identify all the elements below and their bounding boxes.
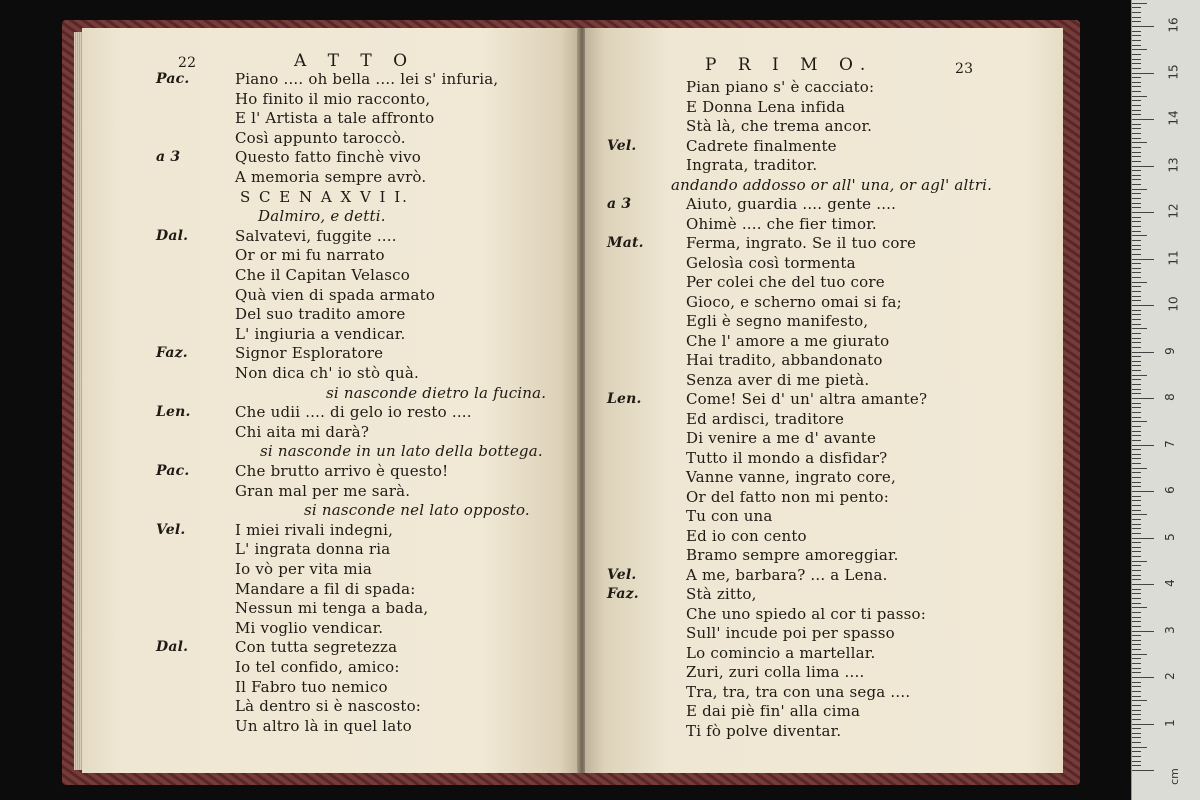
ruler-tick — [1132, 631, 1154, 632]
verse-line: Signor Esploratore — [235, 344, 384, 363]
ruler-tick — [1132, 649, 1141, 650]
ruler-tick — [1132, 751, 1141, 752]
verse-line: Ed ardisci, traditore — [686, 409, 845, 428]
verse-line: Che uno spiedo al cor ti passo: — [686, 604, 926, 623]
speaker-label: Dal. — [156, 639, 189, 656]
ruler-tick — [1132, 365, 1141, 366]
ruler-tick — [1132, 710, 1141, 711]
ruler-tick — [1132, 575, 1141, 576]
ruler-number: 11 — [1166, 249, 1181, 266]
verse-line: Egli è segno manifesto, — [686, 312, 869, 330]
ruler-tick — [1132, 231, 1141, 232]
ruler-tick — [1132, 86, 1141, 87]
verse-line: Così appunto taroccò. — [235, 128, 406, 147]
verse-line: Questo fatto finchè vivo — [235, 148, 422, 167]
speaker-label: Len. — [156, 404, 191, 421]
ruler-tick — [1132, 449, 1141, 450]
verse-line: Lo comincio a martellar. — [686, 643, 876, 662]
ruler-tick — [1132, 119, 1154, 120]
ruler-tick — [1132, 128, 1141, 129]
ruler-tick — [1132, 579, 1141, 580]
ruler-tick — [1132, 593, 1141, 594]
verse-line: Non dica ch' io stò quà. — [235, 364, 419, 382]
ruler-tick — [1132, 607, 1147, 608]
verse-line: Del suo tradito amore — [235, 305, 406, 324]
ruler-tick — [1132, 714, 1141, 715]
ruler-number: 14 — [1166, 110, 1181, 126]
ruler-tick — [1132, 96, 1147, 97]
verse-line: Cadrete finalmente — [686, 136, 837, 155]
ruler-tick — [1132, 259, 1154, 260]
ruler-tick — [1132, 40, 1141, 41]
ruler-number: 16 — [1166, 17, 1181, 33]
ruler-tick — [1132, 696, 1141, 697]
ruler-tick — [1132, 524, 1141, 525]
ruler-tick — [1132, 73, 1154, 74]
verse-line: Ti fò polve diventar. — [686, 721, 842, 740]
ruler-tick — [1132, 207, 1141, 208]
verse-line: Per colei che del tuo core — [686, 273, 885, 291]
verse-line: E dai piè fin' alla cima — [686, 702, 861, 720]
ruler-tick — [1132, 686, 1141, 687]
verse-line: Pian piano s' è cacciato: — [686, 78, 875, 96]
ruler-tick — [1132, 724, 1154, 725]
running-head: P R I M O. — [705, 55, 874, 75]
ruler-tick — [1132, 384, 1141, 385]
ruler-tick — [1132, 352, 1154, 353]
ruler-tick — [1132, 370, 1141, 371]
verse-line: Or or mi fu narrato — [235, 246, 385, 265]
verse-line: Con tutta segretezza — [235, 638, 398, 657]
verse-line: E l' Artista a tale affronto — [235, 109, 435, 128]
speaker-label: a 3 — [607, 196, 632, 212]
ruler-tick — [1132, 598, 1141, 599]
ruler-tick — [1132, 672, 1141, 673]
verse-line: Vanne vanne, ingrato core, — [686, 468, 896, 486]
ruler-tick — [1132, 296, 1141, 297]
ruler-tick — [1132, 403, 1141, 404]
verse-line: Stà là, che trema ancor. — [686, 117, 873, 135]
ruler-tick — [1132, 603, 1141, 604]
ruler-number: 15 — [1166, 63, 1181, 80]
ruler-tick — [1132, 300, 1141, 301]
verse-line: Hai tradito, abbandonato — [686, 351, 883, 369]
scene-heading: S C E N A X V I I. — [240, 187, 409, 206]
ruler-tick — [1132, 338, 1141, 339]
ruler-tick — [1132, 54, 1141, 55]
ruler-tick — [1132, 138, 1141, 139]
ruler-tick — [1132, 617, 1141, 618]
ruler-tick — [1132, 328, 1147, 329]
ruler-tick — [1132, 217, 1141, 218]
ruler-number: 7 — [1162, 439, 1177, 448]
page-number: 22 — [178, 55, 197, 71]
verse-line: Gran mal per me sarà. — [235, 481, 411, 500]
verse-line: Gioco, e scherno omai si fa; — [686, 292, 902, 311]
ruler-tick — [1132, 417, 1141, 418]
ruler-number: 12 — [1166, 203, 1181, 219]
ruler-tick — [1132, 7, 1141, 8]
speaker-label: Vel. — [607, 137, 637, 154]
ruler-tick — [1132, 110, 1141, 111]
ruler-tick — [1132, 184, 1141, 185]
page-edges — [74, 32, 82, 770]
stage-direction: si nasconde dietro la fucina. — [326, 383, 547, 402]
ruler-tick — [1132, 45, 1141, 46]
ruler-tick — [1132, 500, 1141, 501]
ruler-tick — [1132, 310, 1141, 311]
ruler-tick — [1132, 375, 1147, 376]
speaker-label: Mat. — [607, 235, 644, 251]
stage-direction: si nasconde nel lato opposto. — [304, 501, 530, 520]
ruler-tick — [1132, 35, 1141, 36]
ruler-tick — [1132, 770, 1154, 771]
ruler-tick — [1132, 277, 1141, 278]
ruler-tick — [1132, 305, 1154, 306]
verse-line: Ingrata, traditor. — [686, 156, 818, 174]
ruler-tick — [1132, 612, 1141, 613]
left-page — [82, 28, 580, 773]
verse-line: Un altro là in quel lato — [235, 716, 412, 735]
ruler-tick — [1132, 198, 1141, 199]
stage-direction: si nasconde in un lato della bottega. — [260, 442, 543, 461]
ruler-tick — [1132, 319, 1141, 320]
ruler-tick — [1132, 361, 1141, 362]
verse-line: Che l' amore a me giurato — [686, 331, 890, 350]
ruler-tick — [1132, 91, 1141, 92]
ruler-tick — [1132, 486, 1141, 487]
ruler-tick — [1132, 68, 1141, 69]
ruler-tick — [1132, 663, 1141, 664]
verse-line: Aiuto, guardia .... gente .... — [686, 195, 897, 213]
verse-line: Nessun mi tenga a bada, — [235, 599, 429, 618]
ruler-tick — [1132, 635, 1141, 636]
ruler-tick — [1132, 193, 1141, 194]
ruler-tick — [1132, 147, 1141, 148]
ruler-number: 2 — [1162, 672, 1177, 680]
ruler-tick — [1132, 547, 1141, 548]
ruler-tick — [1132, 161, 1141, 162]
ruler-tick — [1132, 314, 1141, 315]
ruler-tick — [1132, 654, 1147, 655]
ruler-tick — [1132, 761, 1141, 762]
ruler-tick — [1132, 621, 1141, 622]
verse-line: Io tel confido, amico: — [235, 658, 400, 676]
ruler-tick — [1132, 268, 1141, 269]
ruler-tick — [1132, 510, 1141, 511]
ruler-tick — [1132, 463, 1141, 464]
ruler-tick — [1132, 528, 1141, 529]
ruler-tick — [1132, 514, 1147, 515]
ruler-tick — [1132, 737, 1141, 738]
ruler-tick — [1132, 31, 1141, 32]
verse-line: A me, barbara? ... a Lena. — [686, 565, 888, 584]
verse-line: Tu con una — [686, 507, 773, 525]
ruler-tick — [1132, 431, 1141, 432]
ruler-tick — [1132, 100, 1141, 101]
measuring-ruler — [1131, 0, 1200, 800]
ruler-tick — [1132, 538, 1154, 539]
ruler-tick — [1132, 668, 1141, 669]
ruler-tick — [1132, 175, 1141, 176]
ruler-tick — [1132, 454, 1141, 455]
ruler-tick — [1132, 426, 1141, 427]
ruler-number: 5 — [1162, 532, 1177, 541]
ruler-tick — [1132, 445, 1154, 446]
verse-line: L' ingiuria a vendicar. — [235, 324, 406, 343]
ruler-tick — [1132, 496, 1141, 497]
ruler-tick — [1132, 170, 1141, 171]
speaker-label: a 3 — [156, 149, 181, 166]
ruler-tick — [1132, 468, 1147, 469]
verse-line: Or del fatto non mi pento: — [686, 487, 889, 506]
ruler-tick — [1132, 114, 1141, 115]
verse-line: Il Fabro tuo nemico — [235, 677, 388, 696]
ruler-tick — [1132, 584, 1154, 585]
speaker-label: Pac. — [156, 463, 190, 479]
verse-line: Salvatevi, fuggite .... — [235, 226, 397, 245]
ruler-tick — [1132, 626, 1141, 627]
verse-line: Piano .... oh bella .... lei s' infuria, — [235, 70, 499, 88]
ruler-tick — [1132, 286, 1141, 287]
ruler-tick — [1132, 203, 1141, 204]
verse-line: Gelosìa così tormenta — [686, 253, 856, 272]
ruler-tick — [1132, 519, 1141, 520]
ruler-tick — [1132, 407, 1141, 408]
ruler-tick — [1132, 589, 1141, 590]
verse-line: Ferma, ingrato. Se il tuo core — [686, 234, 917, 252]
ruler-tick — [1132, 179, 1141, 180]
ruler-tick — [1132, 63, 1141, 64]
ruler-tick — [1132, 26, 1154, 27]
ruler-tick — [1132, 156, 1141, 157]
ruler-tick — [1132, 17, 1141, 18]
ruler-tick — [1132, 347, 1141, 348]
page-number: 23 — [955, 61, 974, 77]
verse-line: E Donna Lena infida — [686, 97, 846, 116]
verse-line: Io vò per vita mia — [235, 560, 372, 578]
ruler-tick — [1132, 691, 1141, 692]
ruler-tick — [1132, 435, 1141, 436]
speaker-label: Pac. — [156, 71, 190, 87]
ruler-tick — [1132, 272, 1141, 273]
ruler-tick — [1132, 491, 1154, 492]
ruler-number: 4 — [1162, 579, 1177, 587]
ruler-tick — [1132, 505, 1141, 506]
ruler-tick — [1132, 561, 1147, 562]
ruler-tick — [1132, 77, 1141, 78]
ruler-tick — [1132, 421, 1147, 422]
ruler-tick — [1132, 166, 1154, 167]
ruler-number: 9 — [1162, 346, 1177, 355]
verse-line: Che brutto arrivo è questo! — [235, 462, 449, 480]
speaker-label: Dal. — [156, 227, 189, 244]
ruler-tick — [1132, 542, 1141, 543]
ruler-tick — [1132, 3, 1147, 4]
stage-direction: Dalmiro, e detti. — [258, 207, 386, 226]
ruler-tick — [1132, 458, 1141, 459]
ruler-tick — [1132, 379, 1141, 380]
ruler-tick — [1132, 49, 1147, 50]
ruler-tick — [1132, 263, 1141, 264]
ruler-tick — [1132, 677, 1154, 678]
verse-line: Che udii .... di gelo io resto .... — [235, 403, 472, 422]
ruler-tick — [1132, 189, 1147, 190]
speaker-label: Vel. — [156, 521, 186, 538]
verse-line: I miei rivali indegni, — [235, 520, 394, 539]
right-page — [585, 28, 1063, 773]
ruler-tick — [1132, 105, 1141, 106]
ruler-number: 8 — [1162, 393, 1177, 401]
ruler-number: 1 — [1162, 718, 1177, 727]
verse-line: Di venire a me d' avante — [686, 429, 877, 447]
ruler-tick — [1132, 570, 1141, 571]
verse-line: Ohimè .... che fier timor. — [686, 214, 877, 233]
ruler-tick — [1132, 291, 1141, 292]
running-head: A T T O — [294, 51, 416, 71]
verse-line: A memoria sempre avrò. — [235, 168, 427, 186]
ruler-tick — [1132, 212, 1154, 213]
speaker-label: Len. — [607, 391, 642, 407]
ruler-tick — [1132, 728, 1141, 729]
verse-line: Mandare a fil di spada: — [235, 579, 416, 598]
verse-line: Quà vien di spada armato — [235, 285, 436, 304]
verse-line: Là dentro si è nascosto: — [235, 697, 422, 716]
ruler-tick — [1132, 226, 1141, 227]
ruler-unit: cm — [1167, 768, 1181, 785]
ruler-tick — [1132, 658, 1141, 659]
verse-line: Sull' incude poi per spasso — [686, 624, 895, 642]
ruler-tick — [1132, 124, 1141, 125]
ruler-tick — [1132, 342, 1141, 343]
ruler-tick — [1132, 282, 1147, 283]
ruler-tick — [1132, 412, 1141, 413]
ruler-tick — [1132, 133, 1141, 134]
ruler-tick — [1132, 235, 1147, 236]
ruler-tick — [1132, 747, 1147, 748]
ruler-tick — [1132, 82, 1141, 83]
ruler-tick — [1132, 719, 1141, 720]
ruler-tick — [1132, 324, 1141, 325]
ruler-tick — [1132, 440, 1141, 441]
speaker-label: Vel. — [607, 566, 637, 583]
speaker-label: Faz. — [156, 345, 188, 362]
verse-line: Stà zitto, — [686, 585, 757, 603]
ruler-tick — [1132, 389, 1141, 390]
ruler-tick — [1132, 551, 1141, 552]
ruler-tick — [1132, 221, 1141, 222]
ruler-tick — [1132, 682, 1141, 683]
verse-line: Che il Capitan Velasco — [235, 266, 410, 284]
ruler-tick — [1132, 245, 1141, 246]
ruler-tick — [1132, 21, 1141, 22]
ruler-tick — [1132, 254, 1141, 255]
ruler-number: 3 — [1162, 625, 1177, 634]
ruler-tick — [1132, 644, 1141, 645]
verse-line: Senza aver di me pietà. — [686, 370, 870, 389]
ruler-tick — [1132, 700, 1147, 701]
ruler-tick — [1132, 142, 1147, 143]
verse-line: Chi aita mi darà? — [235, 422, 370, 441]
ruler-tick — [1132, 393, 1141, 394]
verse-line: L' ingrata donna ria — [235, 540, 391, 559]
ruler-tick — [1132, 477, 1141, 478]
ruler-tick — [1132, 59, 1141, 60]
ruler-tick — [1132, 152, 1141, 153]
ruler-tick — [1132, 240, 1141, 241]
ruler-number: 10 — [1166, 296, 1181, 312]
ruler-tick — [1132, 765, 1141, 766]
verse-line: Tutto il mondo a disfidar? — [686, 448, 888, 467]
verse-line: Come! Sei d' un' altra amante? — [686, 390, 928, 408]
ruler-tick — [1132, 640, 1141, 641]
ruler-number: 13 — [1166, 156, 1181, 173]
ruler-tick — [1132, 556, 1141, 557]
stage-direction: andando addosso or all' una, or agl' altri. — [671, 175, 993, 194]
verse-line: Ed io con cento — [686, 526, 807, 545]
ruler-tick — [1132, 705, 1141, 706]
speaker-label: Faz. — [607, 586, 639, 602]
ruler-tick — [1132, 249, 1141, 250]
verse-line: Bramo sempre amoreggiar. — [686, 546, 899, 564]
ruler-tick — [1132, 756, 1141, 757]
ruler-tick — [1132, 333, 1141, 334]
ruler-tick — [1132, 533, 1141, 534]
ruler-number: 6 — [1162, 486, 1177, 494]
ruler-tick — [1132, 733, 1141, 734]
ruler-tick — [1132, 742, 1141, 743]
verse-line: Tra, tra, tra con una sega .... — [686, 682, 911, 701]
verse-line: Zuri, zuri colla lima .... — [686, 663, 865, 681]
ruler-tick — [1132, 482, 1141, 483]
ruler-tick — [1132, 565, 1141, 566]
ruler-tick — [1132, 398, 1154, 399]
ruler-tick — [1132, 356, 1141, 357]
ruler-tick — [1132, 472, 1141, 473]
ruler-tick — [1132, 12, 1141, 13]
verse-line: Mi voglio vendicar. — [235, 618, 384, 637]
verse-line: Ho finito il mio racconto, — [235, 89, 431, 108]
